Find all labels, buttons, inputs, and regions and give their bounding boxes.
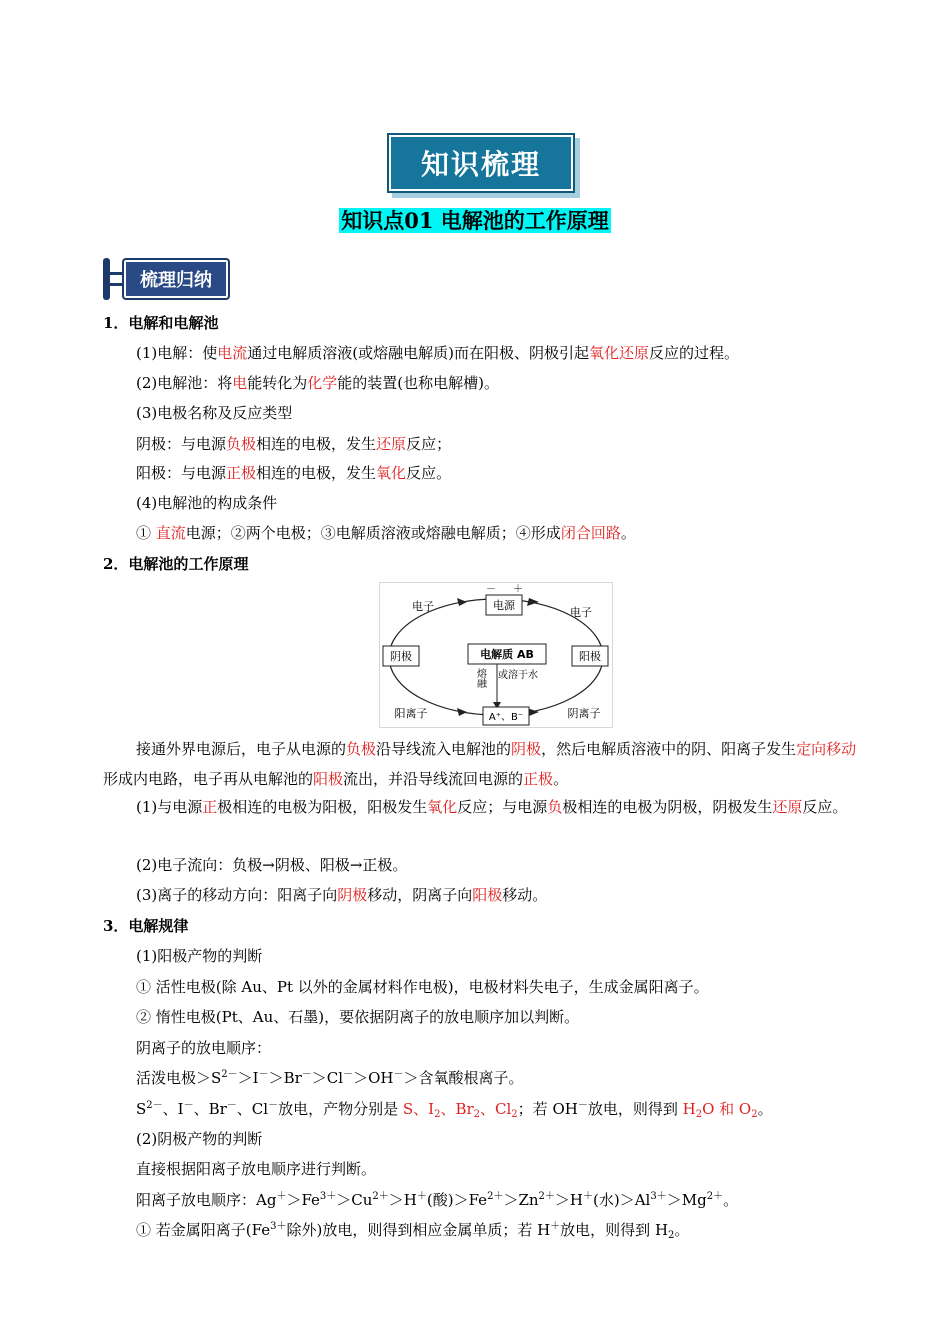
power-box (486, 595, 522, 615)
plus-sign: ＋ (513, 584, 523, 595)
ions-box (483, 707, 529, 725)
section-1-heading: 1．电解和电解池 (103, 314, 219, 332)
cathode-box (383, 646, 419, 666)
s1-line-2: (2)电解池：将电能转化为化学能的装置(也称电解槽)。 (136, 374, 500, 392)
s3-line-3: ② 惰性电极(Pt、Au、石墨)，要依据阴离子的放电顺序加以判断。 (136, 1008, 580, 1026)
s3-line-4: 阴离子的放电顺序： (136, 1039, 272, 1057)
dissolve-label: 或溶于水 (498, 670, 538, 681)
s3-line-10: ① 若金属阳离子($Fe^{3+}$除外)放电，则得到相应金属单质；若 H＋放电，则得到 $H_2$。 (136, 1221, 690, 1241)
svg-text:电解质 AB: 电解质 AB (480, 648, 534, 661)
s1-line-3: (3)电极名称及反应类型 (136, 404, 293, 422)
s3-line-5: 活泼电极$>S^{2-}>I^->Br^->Cl^->OH^->$含氧酸根离子。 (136, 1069, 524, 1087)
s3-line-6: $S^{2-}$、I－、Br－、Cl－放电，产物分别是 S、$I_2$、$Br_2$、$Cl_2$；若 OH－放电，则得到 $H_2O$ 和 $O_2$。 (136, 1100, 773, 1120)
melt-label: 熔融 (474, 668, 486, 688)
s3-line-1: (1)阳极产物的判断 (136, 947, 263, 965)
knowledge-point-title-text: 知识点01 电解池的工作原理 (341, 208, 609, 233)
s2-line-3: (2)电子流向：负极→阴极、阳极→正极。 (136, 856, 408, 874)
minus-sign: － (486, 584, 496, 595)
electrolyte-box (468, 644, 546, 664)
s3-line-2: ① 活性电极(除 Au、Pt 以外的金属材料作电极)，电极材料失电子，生成金属阳离子。 (136, 978, 709, 996)
s1-line-4: 阴极：与电源负极相连的电极，发生还原反应； (136, 435, 452, 453)
s1-line-1: (1)电解：使电流通过电解质溶液(或熔融电解质)而在阳极、阴极引起氧化还原反应的过程。 (136, 344, 740, 362)
s3-line-8: 直接根据阳离子放电顺序进行判断。 (136, 1160, 377, 1178)
svg-text:A⁺、B⁻: A⁺、B⁻ (488, 712, 524, 723)
anion-label: 阴离子 (567, 707, 601, 720)
section-banner: 知识梳理 (387, 133, 575, 193)
cation-label: 阳离子 (394, 707, 428, 720)
s1-line-6: (4)电解池的构成条件 (136, 494, 278, 512)
anode-box (572, 646, 608, 666)
section-3-heading: 3．电解规律 (103, 917, 189, 935)
s3-line-7: (2)阴极产物的判断 (136, 1130, 263, 1148)
s2-paragraph-1: 接通外界电源后，电子从电源的负极沿导线流入电解池的阴极，然后电解质溶液中的阴、阳离子发生定向移动形成内电路，电子再从电解池的阳极流出，并沿导线流回电源的正极。 (103, 740, 857, 788)
tag-connector (108, 272, 122, 286)
tag-label: 梳理归纳 (122, 258, 230, 300)
summary-tag (103, 258, 230, 300)
electron-right-label: 电子 (570, 606, 592, 619)
electrolysis-diagram (379, 582, 613, 728)
s1-line-7: ① 直流电源；②两个电极；③电解质溶液或熔融电解质；④形成闭合回路。 (136, 524, 636, 542)
svg-text:阳极: 阳极 (579, 650, 601, 663)
s3-line-9: 阳离子放电顺序：$Ag^+>Fe^{3+}>Cu^{2+}>H^+$(酸)$>Fe^{2+}>Zn^{2+}>H^+$(水)$>Al^{3+}>Mg^{2+}$。 (136, 1191, 739, 1209)
s2-paragraph-2: (1)与电源正极相连的电极为阳极，阳极发生氧化反应；与电源负极相连的电极为阴极，阴极发生还原反应。 (136, 798, 848, 816)
knowledge-point-title (0, 205, 950, 235)
svg-text:阴极: 阴极 (390, 650, 412, 663)
s1-line-5: 阳极：与电源正极相连的电极，发生氧化反应。 (136, 464, 452, 482)
section-2-heading: 2．电解池的工作原理 (103, 555, 249, 573)
s2-line-4: (3)离子的移动方向：阳离子向阴极移动，阴离子向阳极移动。 (136, 886, 548, 904)
svg-text:电源: 电源 (493, 599, 515, 612)
electron-left-label: 电子 (412, 600, 434, 613)
